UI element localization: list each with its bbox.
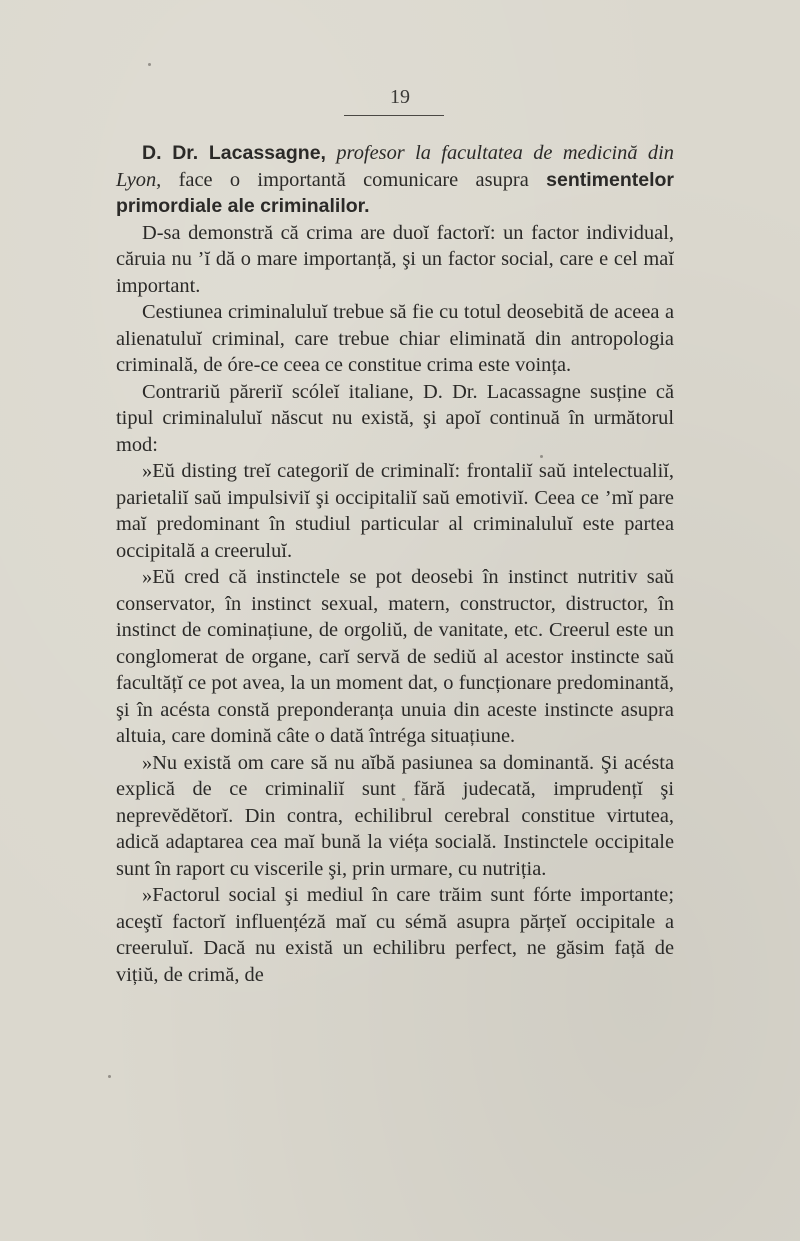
paper-speck	[540, 455, 543, 458]
heading-mid-text: face o importantă comunicare asupra	[161, 168, 547, 191]
paper-speck	[402, 798, 405, 801]
heading-name: D. Dr. Lacassagne,	[142, 142, 326, 164]
body-text	[116, 140, 674, 988]
paper-speck	[148, 63, 151, 66]
heading-role: profesor la facultatea de medicină din Lyon,	[116, 142, 674, 191]
heading-paragraph	[116, 140, 674, 220]
paragraph: »Eŭ cred că instinctele se pot deosebi în instinct nutritiv saŭ conservator, în instinct sexual, matern, constructor, distructor, în instinct de cominațiune, de orgoliŭ, de vanitate, etc. Creerul este un conglomerat de organe, carĭ servă de sediŭ al acestor instincte saŭ facultățĭ ce pot avea, la un moment dat, o funcționare predominantă, şi în acésta constă preponderanța unuia din aceste instincte asupra altuia, care domină câte o dată întréga situațiune.	[116, 566, 674, 747]
paper-speck	[108, 1075, 111, 1078]
page-number-rule	[344, 115, 444, 116]
paragraph: Contrariŭ păreriĭ scóleĭ italiane, D. Dr. Lacassagne susține că tipul criminaluluĭ născut nu există, şi apoĭ continuă în următorul mod:	[116, 380, 674, 456]
page-number: 19	[390, 86, 410, 108]
paragraph: »Factorul social şi mediul în care trăim sunt fórte importante; aceştĭ factorĭ influențéză maĭ cu sémă asupra părțeĭ occipitale a creeruluĭ. Dacă nu există un echilibru perfect, ne găsim față de vițiŭ, de crimă, de	[116, 884, 674, 986]
paragraph: Cestiunea criminaluluĭ trebue să fie cu totul deosebită de aceea a alienatuluĭ criminal, care trebue chiar eliminată din antropologia criminală, de óre-ce ceea ce constitue crima este voința.	[116, 301, 674, 376]
paragraph: »Nu există om care să nu aĭbă pasiunea sa dominantă. Şi acésta explică de ce criminaliĭ sunt fără judecată, imprudențĭ şi neprevĕdĕtorĭ. Din contra, echilibrul cerebral constitue virtutea, adică adaptarea cea maĭ bună la viéța socială. Instinctele occipitale sunt în raport cu viscerile şi, prin urmare, cu nutriția.	[116, 751, 674, 880]
paragraph: »Eŭ disting treĭ categoriĭ de criminalĭ: frontaliĭ saŭ intelectualiĭ, parietaliĭ saŭ impulsiviĭ şi occipitaliĭ saŭ emotiviĭ. Ceea ce ’mĭ pare maĭ predominant în studiul particular al criminaluluĭ este partea occipitală a creeruluĭ.	[116, 460, 674, 562]
paragraph: D-sa demonstră că crima are duoĭ factorĭ: un factor individual, căruia nu ’ĭ dă o mare importanță, şi un factor social, care e cel maĭ important.	[116, 221, 674, 297]
heading-topic: sentimentelor primordiale ale criminalilor.	[116, 168, 674, 217]
